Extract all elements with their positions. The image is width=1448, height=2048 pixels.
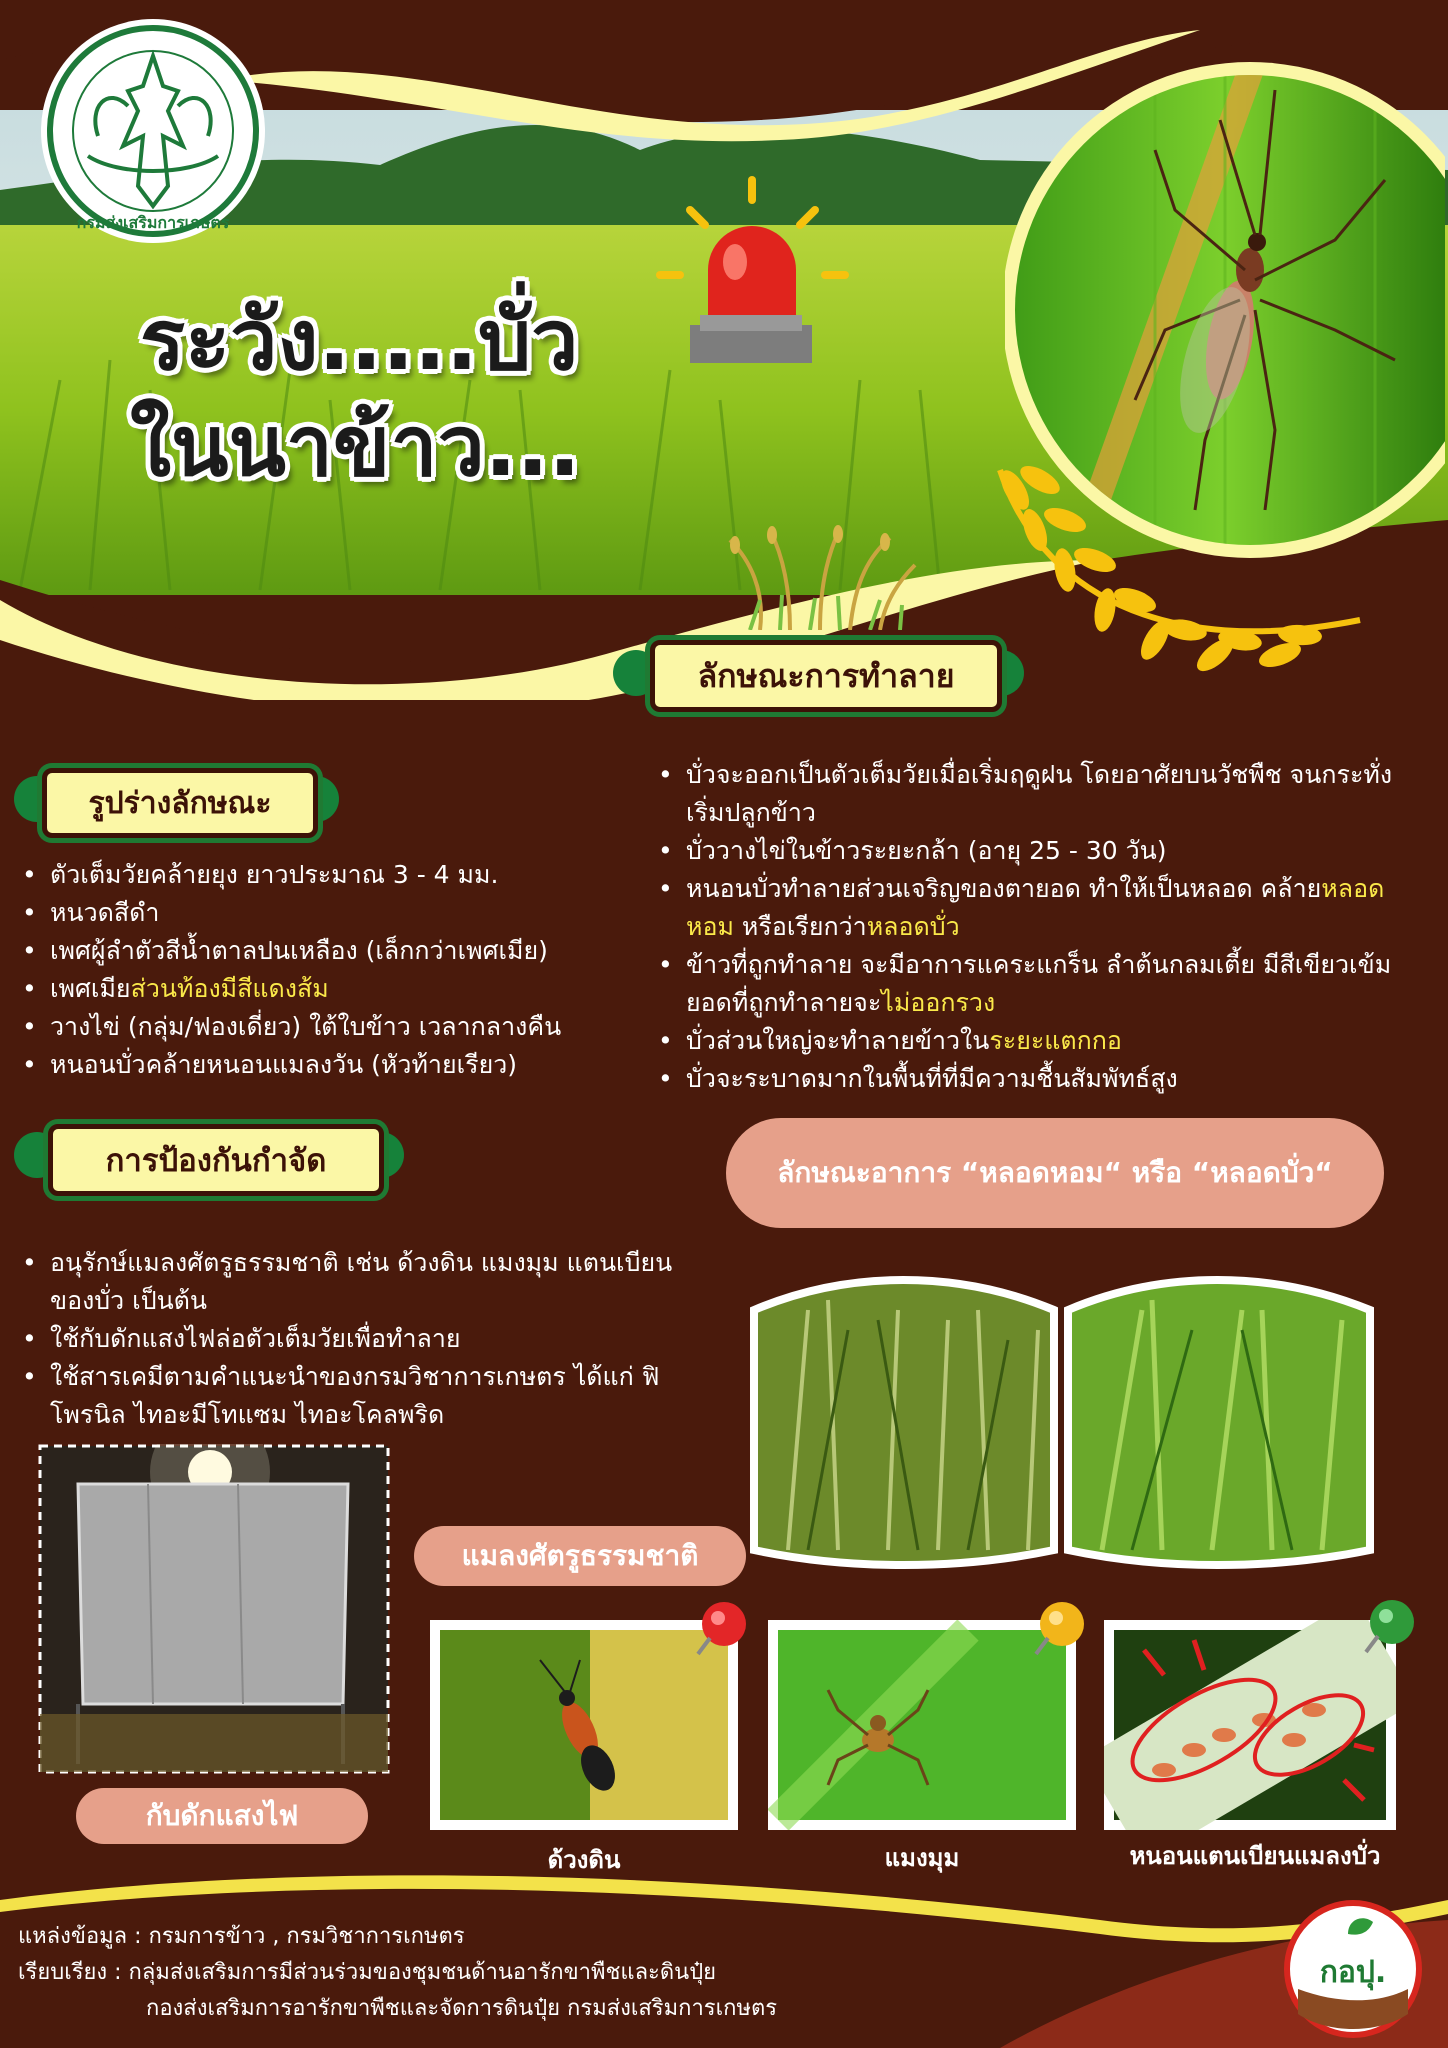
item-text: ตัวเต็มวัยคล้ายยุง ยาวประมาณ 3 - 4 มม. — [50, 860, 499, 889]
item-text: เพศเมีย — [50, 974, 131, 1003]
damage-item — [658, 1060, 1398, 1098]
footer-compiled-line2: กองส่งเสริมการอารักขาพืชและจัดการดินปุ๋ย กรมส่งเสริมการเกษตร — [146, 1996, 778, 2021]
natural-enemies-heading: แมลงศัตรูธรรมชาติ — [414, 1526, 746, 1586]
red-pushpin-icon — [692, 1598, 752, 1658]
badge-text: กอปุ. — [1319, 1955, 1387, 1990]
spider-caption: แมงมุม — [884, 1844, 960, 1872]
parasitoid-larvae-photo — [1104, 1620, 1396, 1830]
control-item — [22, 1358, 682, 1434]
light-trap-photo — [38, 1444, 390, 1774]
item-text: บั่วส่วนใหญ่จะทำลายข้าวใน — [686, 1026, 990, 1055]
damage-item — [658, 1022, 1398, 1060]
ground-beetle-caption: ด้วงดิน — [547, 1846, 621, 1874]
item-text: ใช้สารเคมีตามคำแนะนำของกรมวิชาการเกษตร ได้แก่ ฟิโพรนิล ไทอะมีโทแซม ไทอะโคลพริด — [50, 1362, 660, 1429]
item-text: หนอนบั่วคล้ายหนอนแมลงวัน (หัวท้ายเรียว) — [50, 1050, 518, 1079]
footer-source: แหล่งข้อมูล : กรมการข้าว , กรมวิชาการเกษตร — [18, 1924, 465, 1949]
item-text: เพศผู้ลำตัวสีน้ำตาลปนเหลือง (เล็กกว่าเพศเมีย) — [50, 936, 548, 965]
control-item — [22, 1320, 682, 1358]
appearance-item — [22, 856, 662, 894]
highlighted-text: ส่วนท้องมีสีแดงส้ม — [130, 974, 329, 1003]
department-seal-icon — [38, 16, 268, 246]
appearance-item — [22, 894, 662, 932]
item-text: ข้าวที่ถูกทำลาย จะมีอาการแคระแกร็น ลำต้นกลมเตี้ย มีสีเขียวเข้ม ยอดที่ถูกทำลายจะ — [686, 950, 1392, 1017]
damage-item — [658, 946, 1398, 1022]
light-trap-label: กับดักแสงไฟ — [76, 1788, 368, 1844]
damage-item — [658, 832, 1398, 870]
highlighted-text: ไม่ออกรวง — [881, 988, 996, 1017]
appearance-list — [22, 856, 662, 1084]
page-title-line2: ในนาข้าว... — [130, 397, 581, 495]
kopu-badge-icon — [1278, 1894, 1428, 2044]
wheat-laurel-icon — [980, 450, 1400, 680]
footer-compiled-line1: เรียบเรียง : กลุ่มส่งเสริมการมีส่วนร่วมของชุมชนด้านอารักขาพืชและดินปุ๋ย — [18, 1960, 717, 1985]
item-text: ใช้กับดักแสงไฟล่อตัวเต็มวัยเพื่อทำลาย — [50, 1324, 461, 1353]
appearance-item — [22, 1008, 662, 1046]
rice-stalk-icon — [720, 520, 920, 630]
item-text: หรือเรียกว่า — [733, 912, 867, 941]
control-heading: การป้องกันกำจัด — [48, 1124, 384, 1196]
symptom-label: ลักษณะอาการ “หลอดหอม“ หรือ “หลอดบั่ว“ — [726, 1118, 1384, 1228]
appearance-item — [22, 932, 662, 970]
damage-item — [658, 756, 1398, 832]
symptom-photo-left — [748, 1270, 1060, 1570]
damage-heading: ลักษณะการทำลาย — [650, 640, 1002, 712]
control-item — [22, 1244, 682, 1320]
item-text: บั่ววางไข่ในข้าวระยะกล้า (อายุ 25 - 30 วัน) — [686, 836, 1167, 865]
control-list — [22, 1244, 682, 1434]
item-text: หนวดสีดำ — [50, 898, 160, 927]
item-text: บั่วจะออกเป็นตัวเต็มวัยเมื่อเริ่มฤดูฝน โดยอาศัยบนวัชพืช จนกระทั่งเริ่มปลูกข้าว — [686, 760, 1393, 827]
item-text: หนอนบั่วทำลายส่วนเจริญของตายอด ทำให้เป็นหลอด คล้าย — [686, 874, 1322, 903]
parasitoid-caption: หนอนแตนเบียนแมลงบั่ว — [1129, 1842, 1381, 1870]
highlighted-text: หลอดหอม — [686, 874, 1385, 941]
appearance-heading: รูปร่างลักษณะ — [42, 768, 318, 838]
item-text: อนุรักษ์แมลงศัตรูธรรมชาติ เช่น ด้วงดิน แมงมุม แตนเบียนของบั่ว เป็นต้น — [50, 1248, 673, 1315]
item-text: บั่วจะระบาดมากในพื้นที่ที่มีความชื้นสัมพัทธ์สูง — [686, 1064, 1178, 1093]
symptom-photo-right — [1062, 1270, 1376, 1570]
damage-item — [658, 870, 1398, 946]
item-text: วางไข่ (กลุ่ม/ฟองเดี่ยว) ใต้ใบข้าว เวลากลางคืน — [50, 1012, 562, 1041]
appearance-item — [22, 1046, 662, 1084]
green-pushpin-icon — [1360, 1596, 1420, 1656]
highlighted-text: ระยะแตกกอ — [989, 1026, 1122, 1055]
highlighted-text: หลอดบั่ว — [866, 912, 960, 941]
appearance-item — [22, 970, 662, 1008]
yellow-pushpin-icon — [1030, 1598, 1090, 1658]
page-title-line1: ระวัง.....บั่ว — [140, 291, 579, 389]
damage-list — [658, 756, 1398, 1098]
seal-text: กรมส่งเสริมการเกษตร — [76, 213, 230, 232]
